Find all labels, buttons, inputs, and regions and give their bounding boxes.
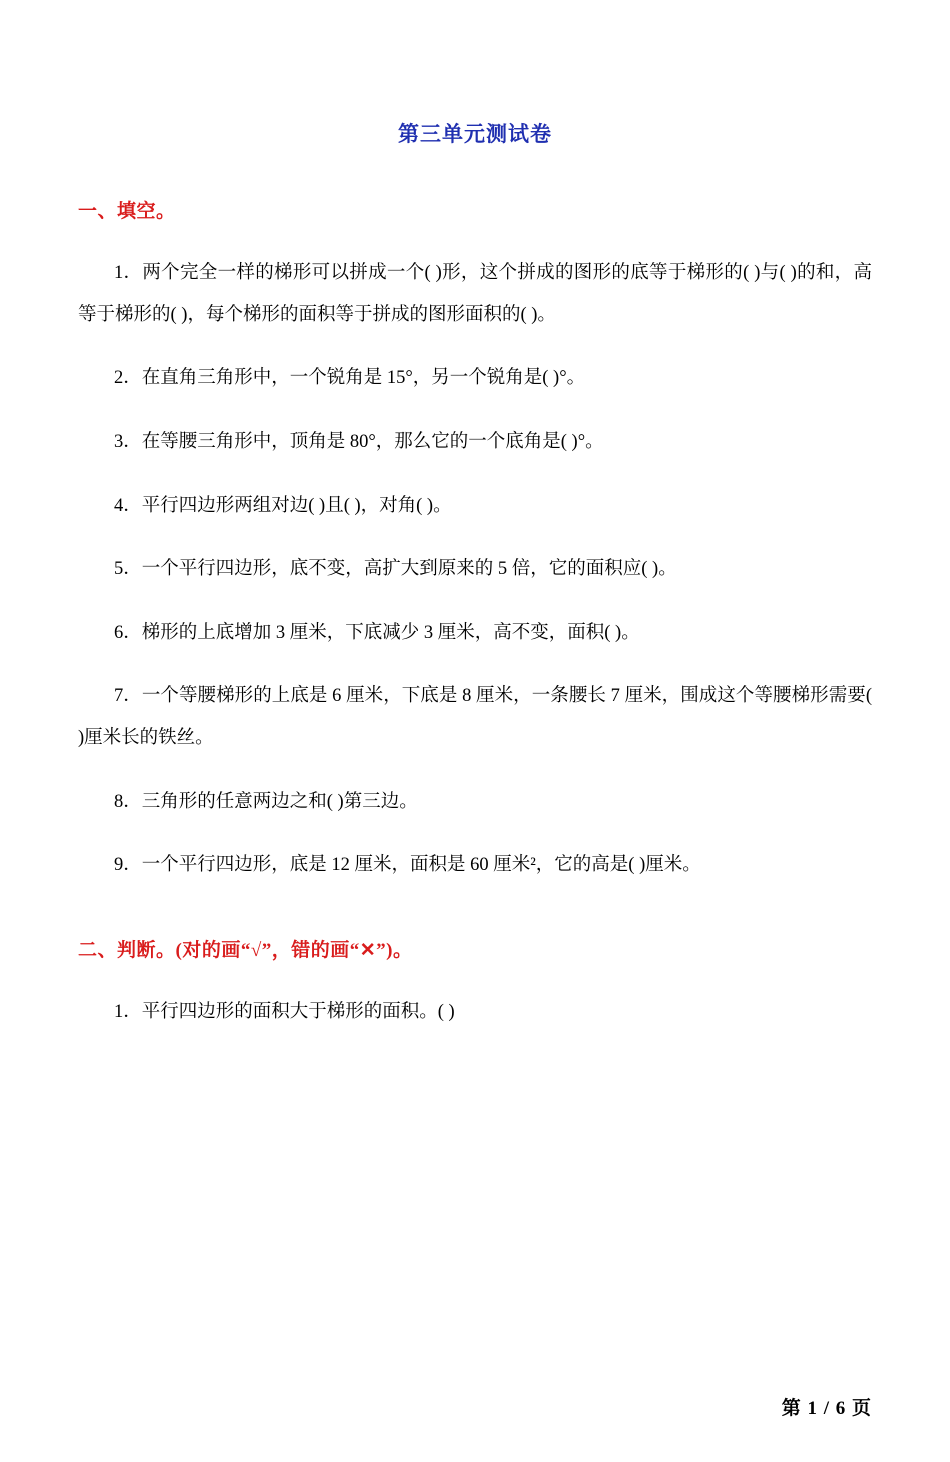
section-heading-fill-in-blank: 一、填空。 <box>78 201 176 222</box>
page-footer: 第 1 / 6 页 <box>781 1398 872 1419</box>
question-item: 9．一个平行四边形，底是 12 厘米，面积是 60 厘米²，它的高是( )厘米。 <box>114 855 701 876</box>
question-item: 1．两个完全一样的梯形可以拼成一个( )形，这个拼成的图形的底等于梯形的( )与( )的和，高等于梯形的( )，每个梯形的面积等于拼成的图形面积的( )。 <box>78 263 872 325</box>
section-heading-true-false: 二、判断。(对的画“√”，错的画“✕”)。 <box>78 939 413 961</box>
question-item: 1．平行四边形的面积大于梯形的面积。( ) <box>114 1001 455 1022</box>
question-item: 8．三角形的任意两边之和( )第三边。 <box>114 791 418 812</box>
page-title: 第三单元测试卷 <box>398 122 552 146</box>
question-item: 7．一个等腰梯形的上底是 6 厘米，下底是 8 厘米，一条腰长 7 厘米，围成这个等腰梯形需要( )厘米长的铁丝。 <box>78 686 872 748</box>
question-item: 3．在等腰三角形中，顶角是 80°，那么它的一个底角是( )°。 <box>114 431 604 452</box>
question-item: 5．一个平行四边形，底不变，高扩大到原来的 5 倍，它的面积应( )。 <box>114 559 677 580</box>
question-item: 2．在直角三角形中，一个锐角是 15°，另一个锐角是( )°。 <box>114 368 586 389</box>
document-page <box>0 118 950 1462</box>
question-item: 6．梯形的上底增加 3 厘米，下底减少 3 厘米，高不变，面积( )。 <box>114 622 640 643</box>
question-item: 4．平行四边形两组对边( )且( )，对角( )。 <box>114 495 452 516</box>
